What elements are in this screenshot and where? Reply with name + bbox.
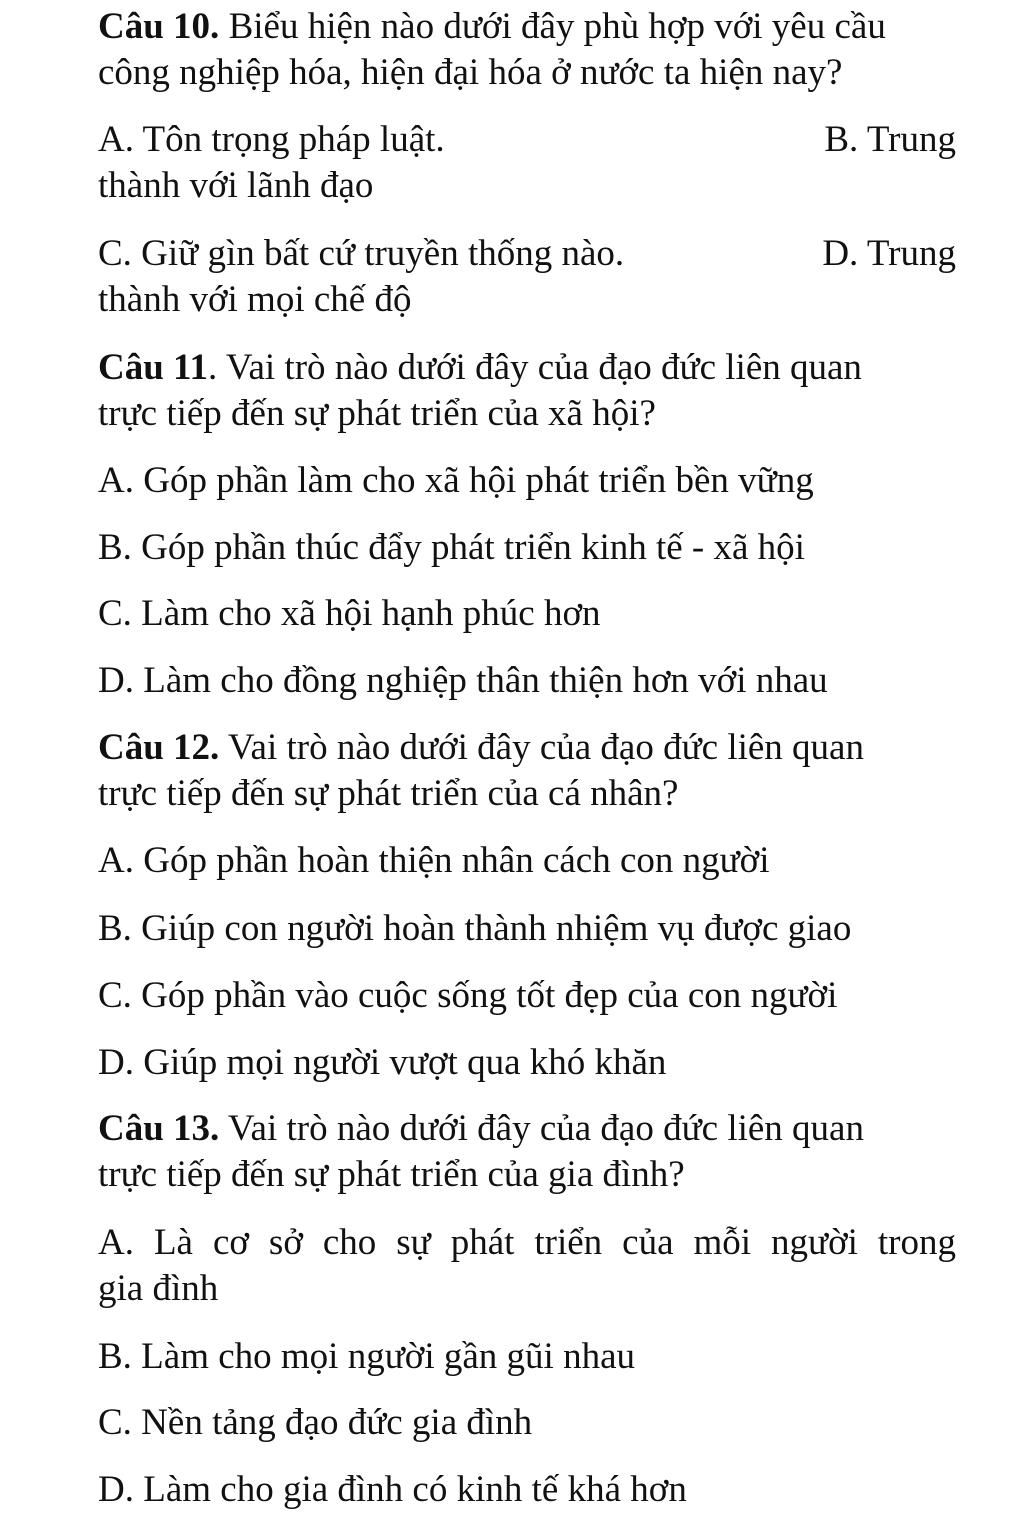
question-10-option-d-cont: thành với mọi chế độ: [98, 279, 412, 320]
question-10-option-d: D. Trung: [822, 233, 956, 274]
question-12-option-c: C. Góp phần vào cuộc sống tốt đẹp của con người: [98, 975, 838, 1016]
question-13-stem-line1: [98, 1106, 956, 1152]
question-13-number: Câu 13.: [98, 1108, 220, 1149]
question-10-options-cd: [98, 231, 956, 277]
question-13-option-a: A. Là cơ sở cho sự phát triển của mỗi người trong: [98, 1222, 956, 1263]
question-12-option-b: B. Giúp con người hoàn thành nhiệm vụ được giao: [98, 908, 852, 949]
question-12-option-a: A. Góp phần hoàn thiện nhân cách con người: [98, 840, 770, 881]
question-13-option-a-cont: gia đình: [98, 1268, 219, 1309]
question-11-stem-line2: trực tiếp đến sự phát triển của xã hội?: [98, 393, 656, 434]
question-10-option-a: A. Tôn trọng pháp luật.: [98, 119, 445, 160]
question-10-option-b-cont: thành với lãnh đạo: [98, 165, 374, 206]
question-11-option-d: D. Làm cho đồng nghiệp thân thiện hơn với nhau: [98, 660, 828, 701]
question-13-stem-text: Vai trò nào dưới đây của đạo đức liên quan: [227, 1108, 864, 1149]
question-12-stem-text: Vai trò nào dưới đây của đạo đức liên quan: [227, 727, 864, 768]
question-11-option-b: B. Góp phần thúc đẩy phát triển kinh tế - xã hội: [98, 527, 805, 568]
question-11-number: Câu 11: [98, 347, 209, 388]
question-13-option-d: D. Làm cho gia đình có kinh tế khá hơn: [98, 1469, 687, 1510]
question-10-stem-line2: công nghiệp hóa, hiện đại hóa ở nước ta hiện nay?: [98, 52, 843, 93]
question-11-stem-line1: [98, 345, 956, 391]
question-12-number: Câu 12.: [98, 727, 220, 768]
question-10-option-c: C. Giữ gìn bất cứ truyền thống nào.: [98, 233, 625, 274]
question-10-stem-text: Biểu hiện nào dưới đây phù hợp với yêu cầu: [228, 6, 886, 47]
question-10-options-ab: [98, 117, 956, 163]
question-10-stem-line1: [98, 4, 956, 50]
question-10-number: Câu 10.: [98, 6, 220, 47]
question-13-option-b: B. Làm cho mọi người gần gũi nhau: [98, 1336, 635, 1377]
question-13-option-c: C. Nền tảng đạo đức gia đình: [98, 1402, 533, 1443]
question-12-stem-line2: trực tiếp đến sự phát triển của cá nhân?: [98, 773, 679, 814]
question-12-option-d: D. Giúp mọi người vượt qua khó khăn: [98, 1042, 667, 1083]
question-12-stem-line1: [98, 725, 956, 771]
question-10-option-b: B. Trung: [824, 119, 956, 160]
question-11-option-c: C. Làm cho xã hội hạnh phúc hơn: [98, 593, 601, 634]
question-13-stem-line2: trực tiếp đến sự phát triển của gia đình?: [98, 1154, 685, 1195]
question-11-stem-text: . Vai trò nào dưới đây của đạo đức liên quan: [208, 347, 862, 388]
question-11-option-a: A. Góp phần làm cho xã hội phát triển bền vững: [98, 460, 814, 501]
